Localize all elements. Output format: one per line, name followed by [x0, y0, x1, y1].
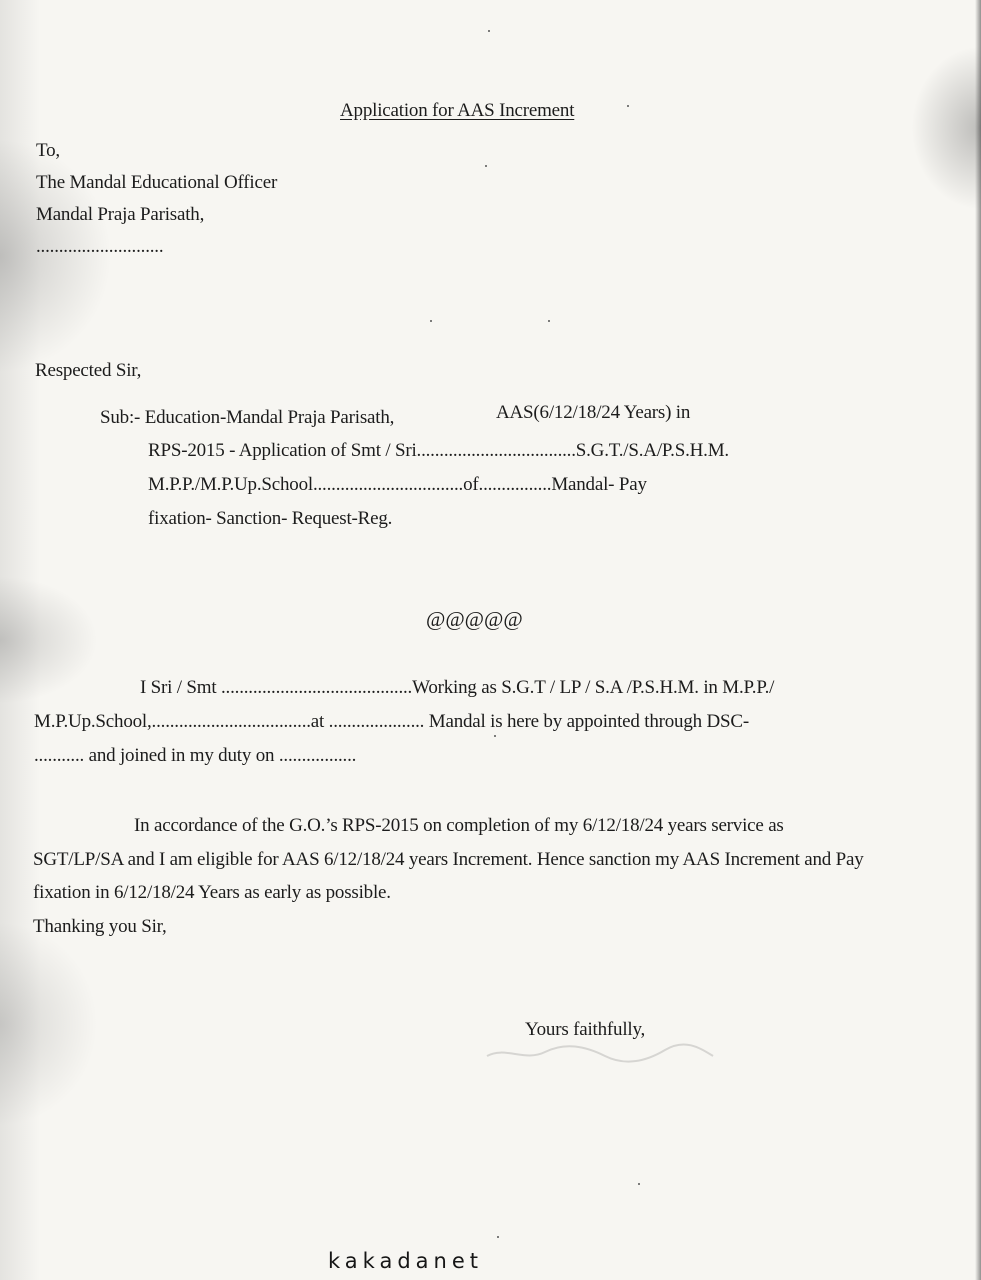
recipient-line-2: Mandal Praja Parisath,: [36, 204, 205, 225]
subject-line-1-left: Sub:- Education-Mandal Praja Parisath,: [100, 407, 395, 428]
salutation: Respected Sir,: [35, 360, 142, 381]
subject-line-1-right: AAS(6/12/18/24 Years) in: [496, 402, 691, 423]
scan-speck: [548, 320, 550, 322]
watermark-text: kakadanet: [328, 1249, 483, 1273]
subject-line-4: fixation- Sanction- Request-Reg.: [148, 508, 393, 529]
scan-speck: [638, 1183, 640, 1185]
scan-speck: [627, 105, 629, 107]
scan-speck: [485, 165, 487, 167]
recipient-line-1: The Mandal Educational Officer: [36, 172, 278, 193]
body-para2-line-3: fixation in 6/12/18/24 Years as early as possible.: [33, 882, 391, 903]
subject-line-2: RPS-2015 - Application of Smt / Sri...................................S.G.T./S.A/P.S.H.M.: [148, 440, 729, 461]
recipient-line-3: ............................: [36, 236, 164, 257]
scan-speck: [497, 1236, 499, 1238]
subject-line-3: M.P.P./M.P.Up.School.................................of................Mandal- Pay: [148, 474, 647, 495]
document-title: Application for AAS Increment: [340, 100, 575, 121]
scan-speck: [494, 735, 496, 737]
separator-symbols: @@@@@: [426, 607, 523, 631]
body-para2-line-2: SGT/LP/SA and I am eligible for AAS 6/12/18/24 years Increment. Hence sanction my AAS Increment and Pay: [33, 849, 864, 870]
faded-signature: [485, 1042, 715, 1064]
recipient-to: To,: [36, 140, 60, 161]
body-para2-line-1: In accordance of the G.O.’s RPS-2015 on completion of my 6/12/18/24 years service as: [134, 815, 784, 836]
body-para1-line-1: I Sri / Smt ..........................................Working as S.G.T / LP / S.A /P.S.H.M. in M.P.P./: [140, 677, 775, 698]
body-para1-line-2: M.P.Up.School,...................................at ..................... Mandal is here by appointed through DSC-: [34, 711, 749, 732]
scan-speck: [488, 30, 490, 32]
scan-speck: [430, 320, 432, 322]
page-edge-shadow: [975, 0, 981, 1280]
body-para1-line-3: ........... and joined in my duty on .................: [34, 745, 357, 766]
thanks-line: Thanking you Sir,: [33, 916, 167, 937]
closing-line: Yours faithfully,: [525, 1019, 646, 1040]
